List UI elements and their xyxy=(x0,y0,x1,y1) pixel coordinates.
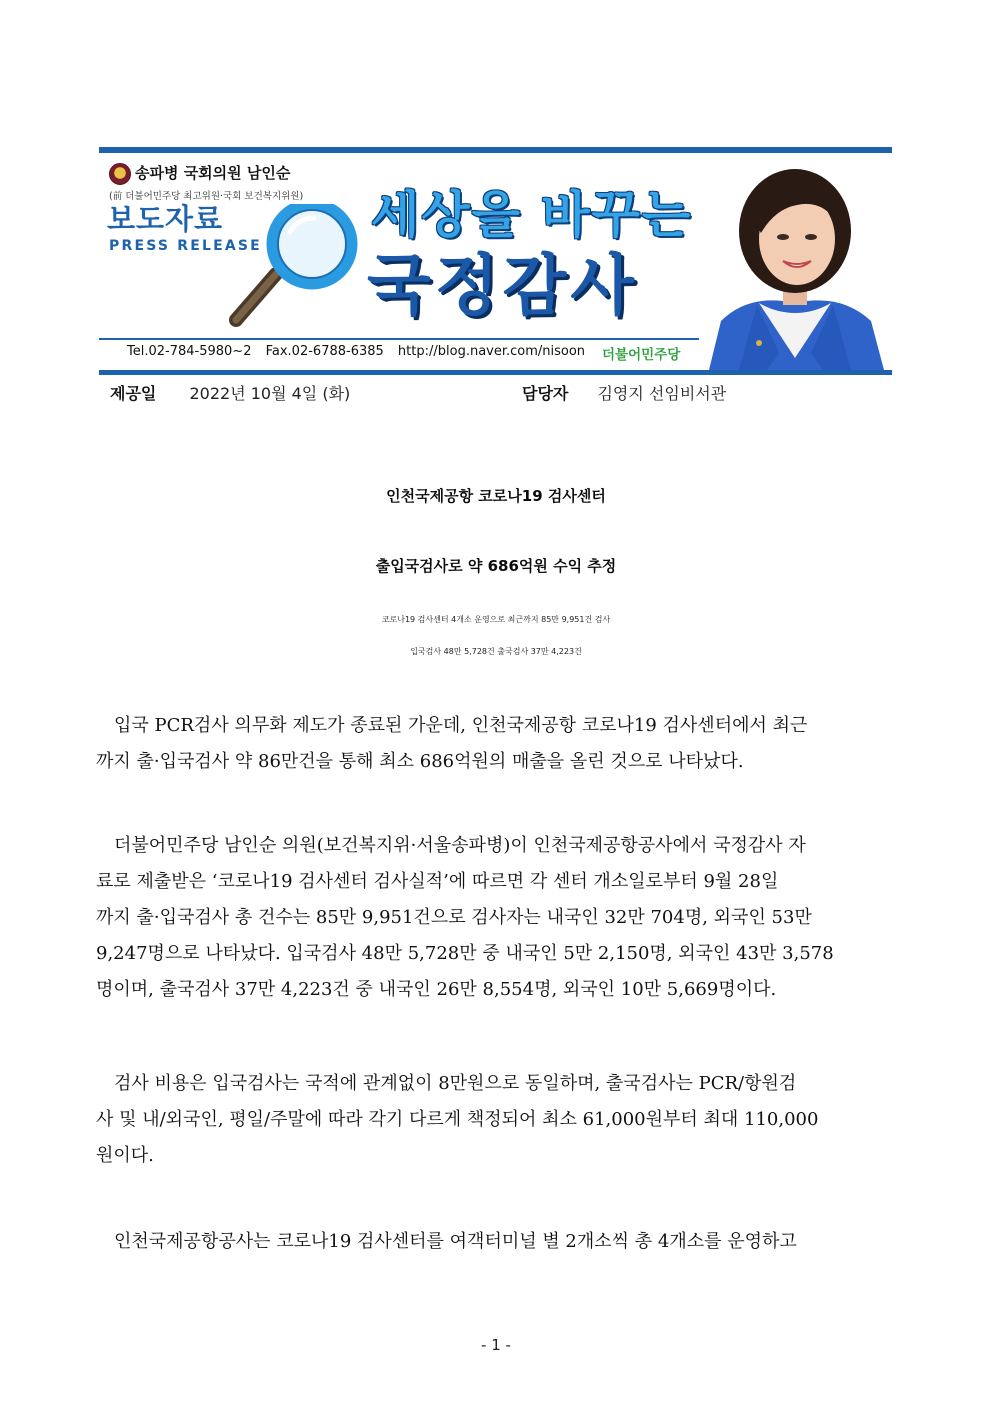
subheadline-line-1: 코로나19 검사센터 4개소 운영으로 최근까지 85만 9,951건 검사 xyxy=(381,615,611,624)
paragraph-line: 원이다. xyxy=(96,1145,154,1166)
national-assembly-emblem-icon xyxy=(109,163,131,185)
release-date xyxy=(110,381,350,404)
press-release-label-kr: 보도자료 xyxy=(107,202,224,236)
paragraph-line: 더불어민주당 남인순 의원(보건복지위·서울송파병)이 인천국제공항공사에서 국정감사 자 xyxy=(114,835,806,856)
press-release-label-en: PRESS RELEASE xyxy=(109,238,262,254)
paragraph-line: 까지 출·입국검사 약 86만건을 통해 최소 686억원의 매출을 올린 것으로 나타났다. xyxy=(96,751,744,772)
contact-info xyxy=(127,344,595,359)
paragraph-line: 9,247명으로 나타났다. 입국검사 48만 5,728만 중 내국인 5만 2,150명, 외국인 43만 3,578 xyxy=(96,943,834,964)
contact-person xyxy=(522,381,726,404)
paragraph-line: 사 및 내/외국인, 평일/주말에 따라 각기 다르게 책정되어 최소 61,000원부터 최대 110,000 xyxy=(96,1109,819,1130)
politician-portrait xyxy=(699,153,892,370)
paragraph-line: 검사 비용은 입국검사는 국적에 관계없이 8만원으로 동일하며, 출국검사는 PCR/항원검 xyxy=(114,1073,797,1094)
headline-line-1: 인천국제공항 코로나19 검사센터 xyxy=(386,487,606,505)
subheadline-line-2: 입국검사 48만 5,728건 출국검사 37만 4,223건 xyxy=(410,647,582,656)
paragraph-2 xyxy=(96,828,896,1008)
party-logo: 더불어민주당 xyxy=(602,347,681,363)
paragraph-line: 료로 제출받은 ‘코로나19 검사센터 검사실적’에 따르면 각 센터 개소일로부터 9월 28일 xyxy=(96,871,779,892)
mp-name: 송파병 국회의원 남인순 xyxy=(135,164,291,182)
blog-url: http://blog.naver.com/nisoon xyxy=(397,344,586,359)
banner-separator xyxy=(99,338,699,340)
fax-number: Fax.02-6788-6385 xyxy=(265,344,384,359)
paragraph-4 xyxy=(96,1224,896,1260)
paragraph-3 xyxy=(96,1066,896,1174)
paragraph-line: 인천국제공항공사는 코로나19 검사센터를 여객터미널 별 2개소씩 총 4개소를 운영하고 xyxy=(114,1231,797,1252)
release-date-label: 제공일 xyxy=(110,384,157,403)
slogan-line-1: 세상을 바꾸는 xyxy=(371,186,693,244)
contact-person-label: 담당자 xyxy=(522,384,569,403)
slogan-line-2: 국정감사 xyxy=(367,247,639,324)
paragraph-line: 입국 PCR검사 의무화 제도가 종료된 가운데, 인천국제공항 코로나19 검사센터에서 최근 xyxy=(114,715,808,736)
paragraph-line: 까지 출·입국검사 총 건수는 85만 9,951건으로 검사자는 내국인 32만 704명, 외국인 53만 xyxy=(96,907,812,928)
mp-subtitle: (前 더불어민주당 최고위원·국회 보건복지위원) xyxy=(109,191,304,202)
banner-bottom-bar xyxy=(99,370,892,375)
page-number: - 1 - xyxy=(481,1336,511,1354)
headline-line-2: 출입국검사로 약 686억원 수익 추정 xyxy=(375,557,617,575)
release-date-value: 2022년 10월 4일 (화) xyxy=(189,384,351,403)
tel-number: Tel.02-784-5980~2 xyxy=(127,344,252,359)
paragraph-1 xyxy=(96,708,896,780)
paragraph-line: 명이며, 출국검사 37만 4,223건 중 내국인 26만 8,554명, 외국인 10만 5,669명이다. xyxy=(96,979,777,1000)
magnifier-icon xyxy=(224,204,374,334)
press-release-banner xyxy=(99,147,892,375)
contact-person-value: 김영지 선임비서관 xyxy=(597,384,727,403)
